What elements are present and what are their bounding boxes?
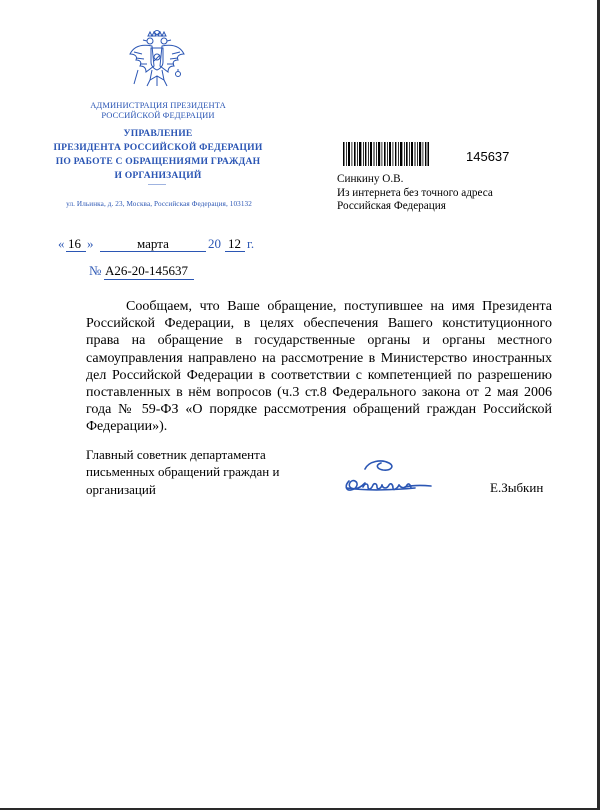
department-line-4: И ОРГАНИЗАЦИЙ <box>114 170 202 181</box>
letter-body <box>86 298 552 436</box>
signatory-title-line-2: письменных обращений граждан и <box>86 464 280 480</box>
barcode-number: 145637 <box>466 149 510 164</box>
department-line-1: УПРАВЛЕНИЕ <box>123 128 193 139</box>
date-year-suffix: 12 <box>228 236 241 251</box>
date-close-quote: » <box>87 236 94 251</box>
header-divider <box>148 184 166 185</box>
date-year-prefix: 20 <box>208 236 221 251</box>
signatory-title <box>86 446 279 498</box>
addressee-line-2: Из интернета без точного адреса <box>337 186 493 199</box>
addressee-block <box>337 173 493 214</box>
organization-address: ул. Ильинка, д. 23, Москва, Российская Федерация, 103132 <box>66 200 252 208</box>
signatory-title-line-3: организаций <box>86 481 156 497</box>
administration-line-2: РОССИЙСКОЙ ФЕДЕРАЦИИ <box>101 110 215 120</box>
double-headed-eagle-emblem-icon <box>128 30 186 94</box>
reference-number: А26-20-145637 <box>105 263 189 278</box>
date-day: 16 <box>68 236 81 251</box>
reference-underline <box>104 279 194 280</box>
addressee-line-3: Российская Федерация <box>337 200 446 213</box>
administration-line-1: АДМИНИСТРАЦИЯ ПРЕЗИДЕНТА <box>90 100 226 110</box>
signatory-title-line-1: Главный советник департамента <box>86 447 266 462</box>
date-year-label: г. <box>247 236 255 251</box>
signatory-name: Е.Зыбкин <box>490 480 544 495</box>
department-line-3: ПО РАБОТЕ С ОБРАЩЕНИЯМИ ГРАЖДАН <box>55 156 261 167</box>
addressee-name: Синкину О.В. <box>337 173 404 185</box>
body-paragraph: Сообщаем, что Ваше обращение, поступившее на имя Президента Российской Федерации, в целях обеспечения Вашего конституционного права на обращение в государственные органы и органы местного самоуправления направлено на рассмотрение в Министерство иностранных дел Российской Федерации в соответствии с компетенцией по разрешению поставленных в нём вопросов (ч.3 ст.8 Федерального закона от 2 мая 2006 года № 59-ФЗ «О порядке рассмотрения обращений граждан Российской Федерации»). <box>86 299 552 435</box>
date-month: марта <box>137 236 169 251</box>
barcode-icon <box>343 142 429 166</box>
date-open-quote: « <box>58 236 65 251</box>
department-line-2: ПРЕЗИДЕНТА РОССИЙСКОЙ ФЕДЕРАЦИИ <box>53 142 263 153</box>
handwritten-signature-icon <box>335 455 435 500</box>
reference-prefix: № <box>89 263 102 278</box>
